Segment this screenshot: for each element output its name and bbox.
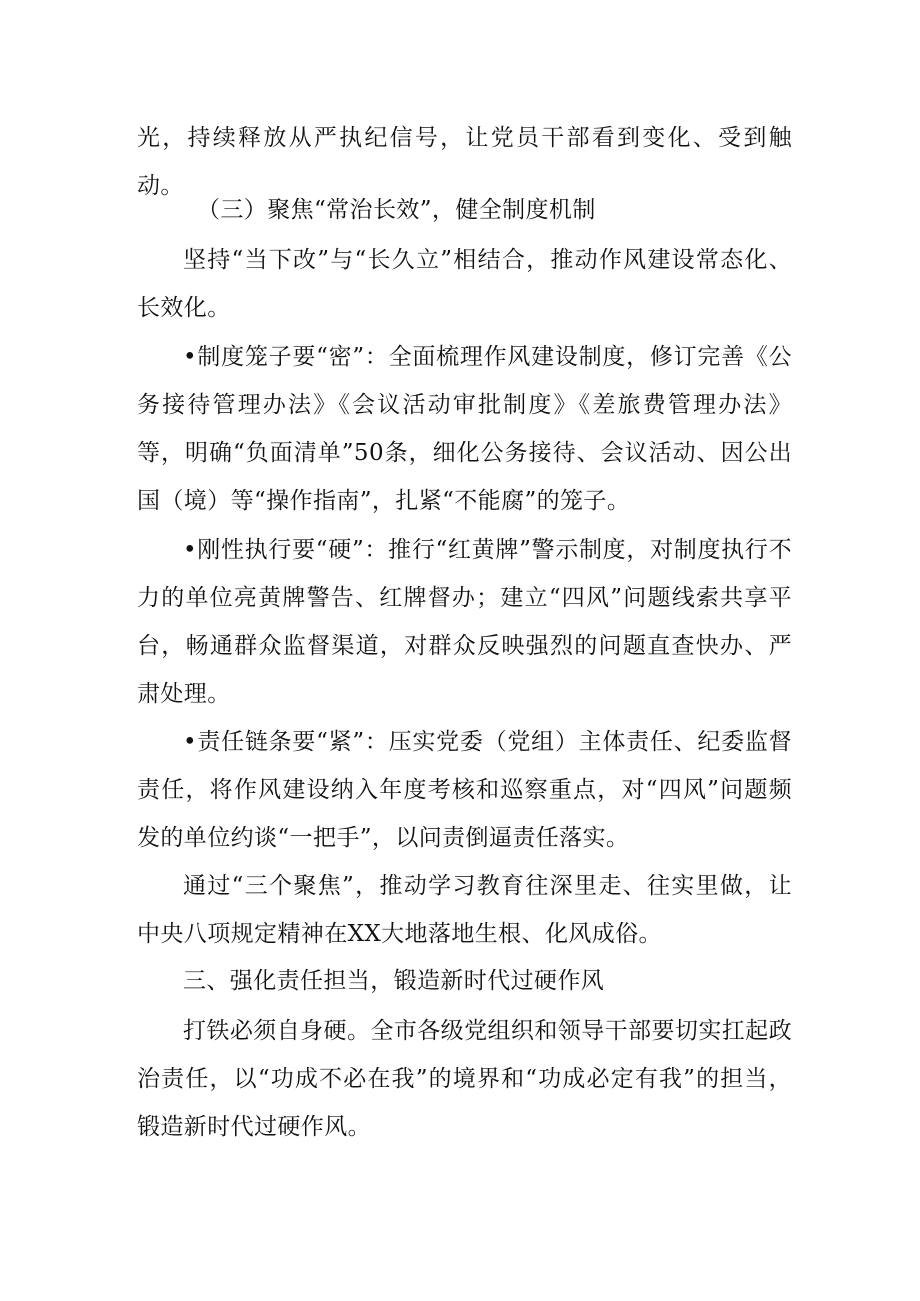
paragraph-intro: 坚持“当下改”与“长久立”相结合，推动作风建设常态化、长效化。 [137,247,792,321]
section-subheading: （三）聚焦“常治长效”，健全制度机制 [197,197,596,223]
paragraph-continuation: 光，持续释放从严执纪信号，让党员干部看到变化、受到触动。 [137,125,792,199]
paragraph-closing: 打铁必须自身硬。全市各级党组织和领导干部要切实扛起政治责任，以“功成不必在我”的境界和“功成必定有我”的担当，锻造新时代过硬作风。 [137,1018,792,1140]
bullet-paragraph-enforcement: •刚性执行要“硬”：推行“红黄牌”警示制度，对制度执行不力的单位亮黄牌警告、红牌督办；建立“四风”问题线索共享平台，畅通群众监督渠道，对群众反映强烈的问题直查快办、严肃处理。 [137,537,792,707]
paragraph-summary: 通过“三个聚焦”，推动学习教育往深里走、往实里做，让中央八项规定精神在XX大地落地生根、化风成俗。 [137,873,792,947]
bullet-paragraph-system: •制度笼子要“密”：全面梳理作风建设制度，修订完善《公务接待管理办法》《会议活动审批制度》《差旅费管理办法》等，明确“负面清单”50条，细化公务接待、会议活动、因公出国（境）等“操作指南”，扎紧“不能腐”的笼子。 [137,344,792,514]
bullet-paragraph-responsibility: •责任链条要“紧”：压实党委（党组）主体责任、纪委监督责任，将作风建设纳入年度考核和巡察重点，对“四风”问题频发的单位约谈“一把手”，以问责倒逼责任落实。 [137,729,792,851]
section-heading: 三、强化责任担当，锻造新时代过硬作风 [183,968,605,994]
